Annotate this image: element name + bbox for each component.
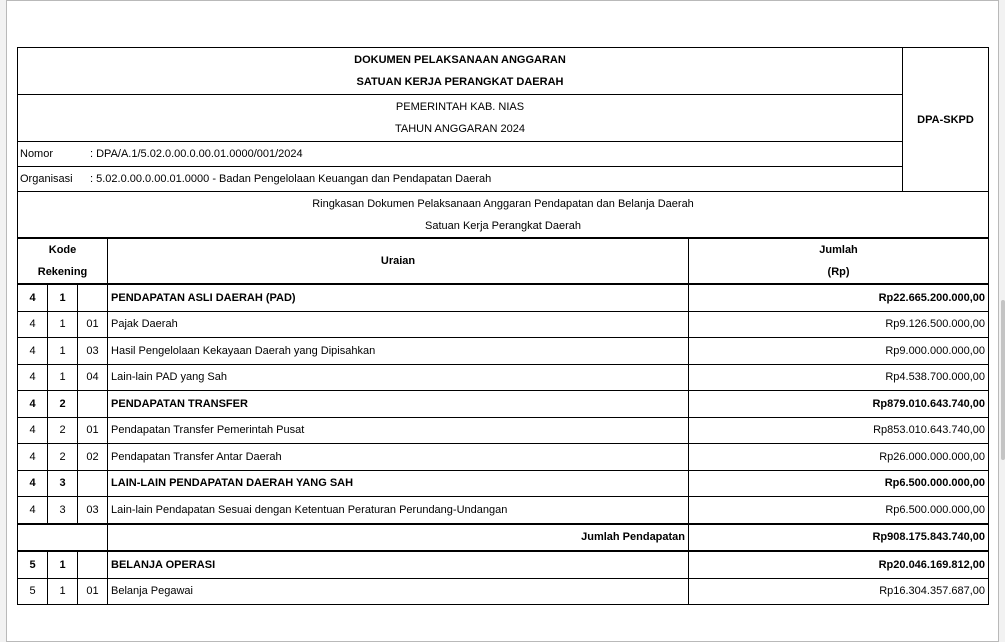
table-row <box>18 311 989 338</box>
table-row <box>18 470 989 497</box>
title-line-1: DOKUMEN PELAKSANAAN ANGGARAN <box>354 54 566 66</box>
uraian-cell: Lain-lain PAD yang Sah <box>108 364 689 391</box>
col-kode-line-1: Kode <box>48 244 77 256</box>
kode-3: 04 <box>78 364 108 391</box>
total-value: Rp908.175.843.740,00 <box>689 524 989 552</box>
tahun-anggaran-text: TAHUN ANGGARAN 2024 <box>394 123 525 135</box>
header-table <box>17 47 989 238</box>
uraian-cell: Pendapatan Transfer Pemerintah Pusat <box>108 417 689 444</box>
table-row <box>18 578 989 605</box>
jumlah-cell: Rp4.538.700.000,00 <box>689 364 989 391</box>
kode-1: 4 <box>18 444 48 471</box>
kode-1: 4 <box>18 417 48 444</box>
kode-3: 01 <box>78 311 108 338</box>
table-header-row <box>18 238 989 284</box>
nomor-row <box>18 142 903 167</box>
total-row <box>18 524 989 552</box>
col-uraian: Uraian <box>108 238 689 284</box>
table-row <box>18 284 989 311</box>
document-title <box>18 48 903 95</box>
jumlah-cell: Rp9.126.500.000,00 <box>689 311 989 338</box>
nomor-value: : DPA/A.1/5.02.0.00.0.00.01.0000/001/2024 <box>90 148 303 160</box>
scrollbar-thumb[interactable] <box>1001 300 1005 460</box>
kode-3 <box>78 284 108 311</box>
organisasi-row <box>18 167 903 192</box>
kode-1: 4 <box>18 391 48 418</box>
col-jumlah <box>689 238 989 284</box>
kode-2: 3 <box>48 497 78 524</box>
kode-3 <box>78 551 108 578</box>
kode-1: 4 <box>18 338 48 365</box>
kode-1: 5 <box>18 551 48 578</box>
organisasi-value: : 5.02.0.00.0.00.01.0000 - Badan Pengelolaan Keuangan dan Pendapatan Daerah <box>90 173 492 185</box>
kode-3: 01 <box>78 578 108 605</box>
kode-3 <box>78 391 108 418</box>
jumlah-cell: Rp9.000.000.000,00 <box>689 338 989 365</box>
vertical-scrollbar[interactable] <box>999 0 1005 611</box>
col-kode-rekening <box>18 238 108 284</box>
ringkasan-line-2: Satuan Kerja Perangkat Daerah <box>425 220 581 232</box>
table-row <box>18 364 989 391</box>
organisasi-label: Organisasi <box>20 173 73 185</box>
nomor-label: Nomor <box>20 148 54 160</box>
jumlah-cell: Rp26.000.000.000,00 <box>689 444 989 471</box>
uraian-cell: BELANJA OPERASI <box>108 551 689 578</box>
kode-1: 4 <box>18 311 48 338</box>
kode-1: 5 <box>18 578 48 605</box>
table-row <box>18 417 989 444</box>
uraian-cell: PENDAPATAN ASLI DAERAH (PAD) <box>108 284 689 311</box>
ringkasan-title <box>18 192 989 239</box>
uraian-cell: Pendapatan Transfer Antar Daerah <box>108 444 689 471</box>
jumlah-cell: Rp22.665.200.000,00 <box>689 284 989 311</box>
kode-1: 4 <box>18 284 48 311</box>
col-jumlah-line-2: (Rp) <box>827 266 850 278</box>
kode-2: 1 <box>48 338 78 365</box>
title-line-2: SATUAN KERJA PERANGKAT DAERAH <box>356 76 564 88</box>
uraian-cell: Lain-lain Pendapatan Sesuai dengan Ketentuan Peraturan Perundang-Undangan <box>108 497 689 524</box>
uraian-cell: Belanja Pegawai <box>108 578 689 605</box>
jumlah-cell: Rp853.010.643.740,00 <box>689 417 989 444</box>
table-row <box>18 551 989 578</box>
kode-2: 1 <box>48 364 78 391</box>
jumlah-cell: Rp879.010.643.740,00 <box>689 391 989 418</box>
kode-2: 2 <box>48 417 78 444</box>
uraian-cell: PENDAPATAN TRANSFER <box>108 391 689 418</box>
kode-3 <box>78 470 108 497</box>
jumlah-cell: Rp6.500.000.000,00 <box>689 470 989 497</box>
total-kode-blank <box>18 524 108 552</box>
pemerintah-text: PEMERINTAH KAB. NIAS <box>395 101 525 113</box>
kode-2: 1 <box>48 551 78 578</box>
col-kode-line-2: Rekening <box>37 266 88 278</box>
kode-2: 2 <box>48 444 78 471</box>
table-row <box>18 444 989 471</box>
kode-2: 1 <box>48 311 78 338</box>
total-label: Jumlah Pendapatan <box>108 524 689 552</box>
uraian-cell: Pajak Daerah <box>108 311 689 338</box>
jumlah-cell: Rp6.500.000.000,00 <box>689 497 989 524</box>
uraian-cell: LAIN-LAIN PENDAPATAN DAERAH YANG SAH <box>108 470 689 497</box>
kode-1: 4 <box>18 364 48 391</box>
kode-2: 1 <box>48 578 78 605</box>
summary-table <box>17 237 989 605</box>
table-row <box>18 391 989 418</box>
jumlah-cell: Rp20.046.169.812,00 <box>689 551 989 578</box>
table-row <box>18 497 989 524</box>
kode-3: 03 <box>78 497 108 524</box>
kode-3: 02 <box>78 444 108 471</box>
kode-2: 3 <box>48 470 78 497</box>
document-code: DPA-SKPD <box>903 48 989 192</box>
document-content <box>17 47 988 605</box>
col-jumlah-line-1: Jumlah <box>819 244 858 256</box>
uraian-cell: Hasil Pengelolaan Kekayaan Daerah yang Dipisahkan <box>108 338 689 365</box>
ringkasan-line-1: Ringkasan Dokumen Pelaksanaan Anggaran Pendapatan dan Belanja Daerah <box>312 198 694 210</box>
document-page <box>6 0 999 642</box>
kode-2: 1 <box>48 284 78 311</box>
kode-1: 4 <box>18 470 48 497</box>
jumlah-cell: Rp16.304.357.687,00 <box>689 578 989 605</box>
government-info <box>18 95 903 142</box>
table-row <box>18 338 989 365</box>
kode-1: 4 <box>18 497 48 524</box>
kode-2: 2 <box>48 391 78 418</box>
kode-3: 03 <box>78 338 108 365</box>
kode-3: 01 <box>78 417 108 444</box>
